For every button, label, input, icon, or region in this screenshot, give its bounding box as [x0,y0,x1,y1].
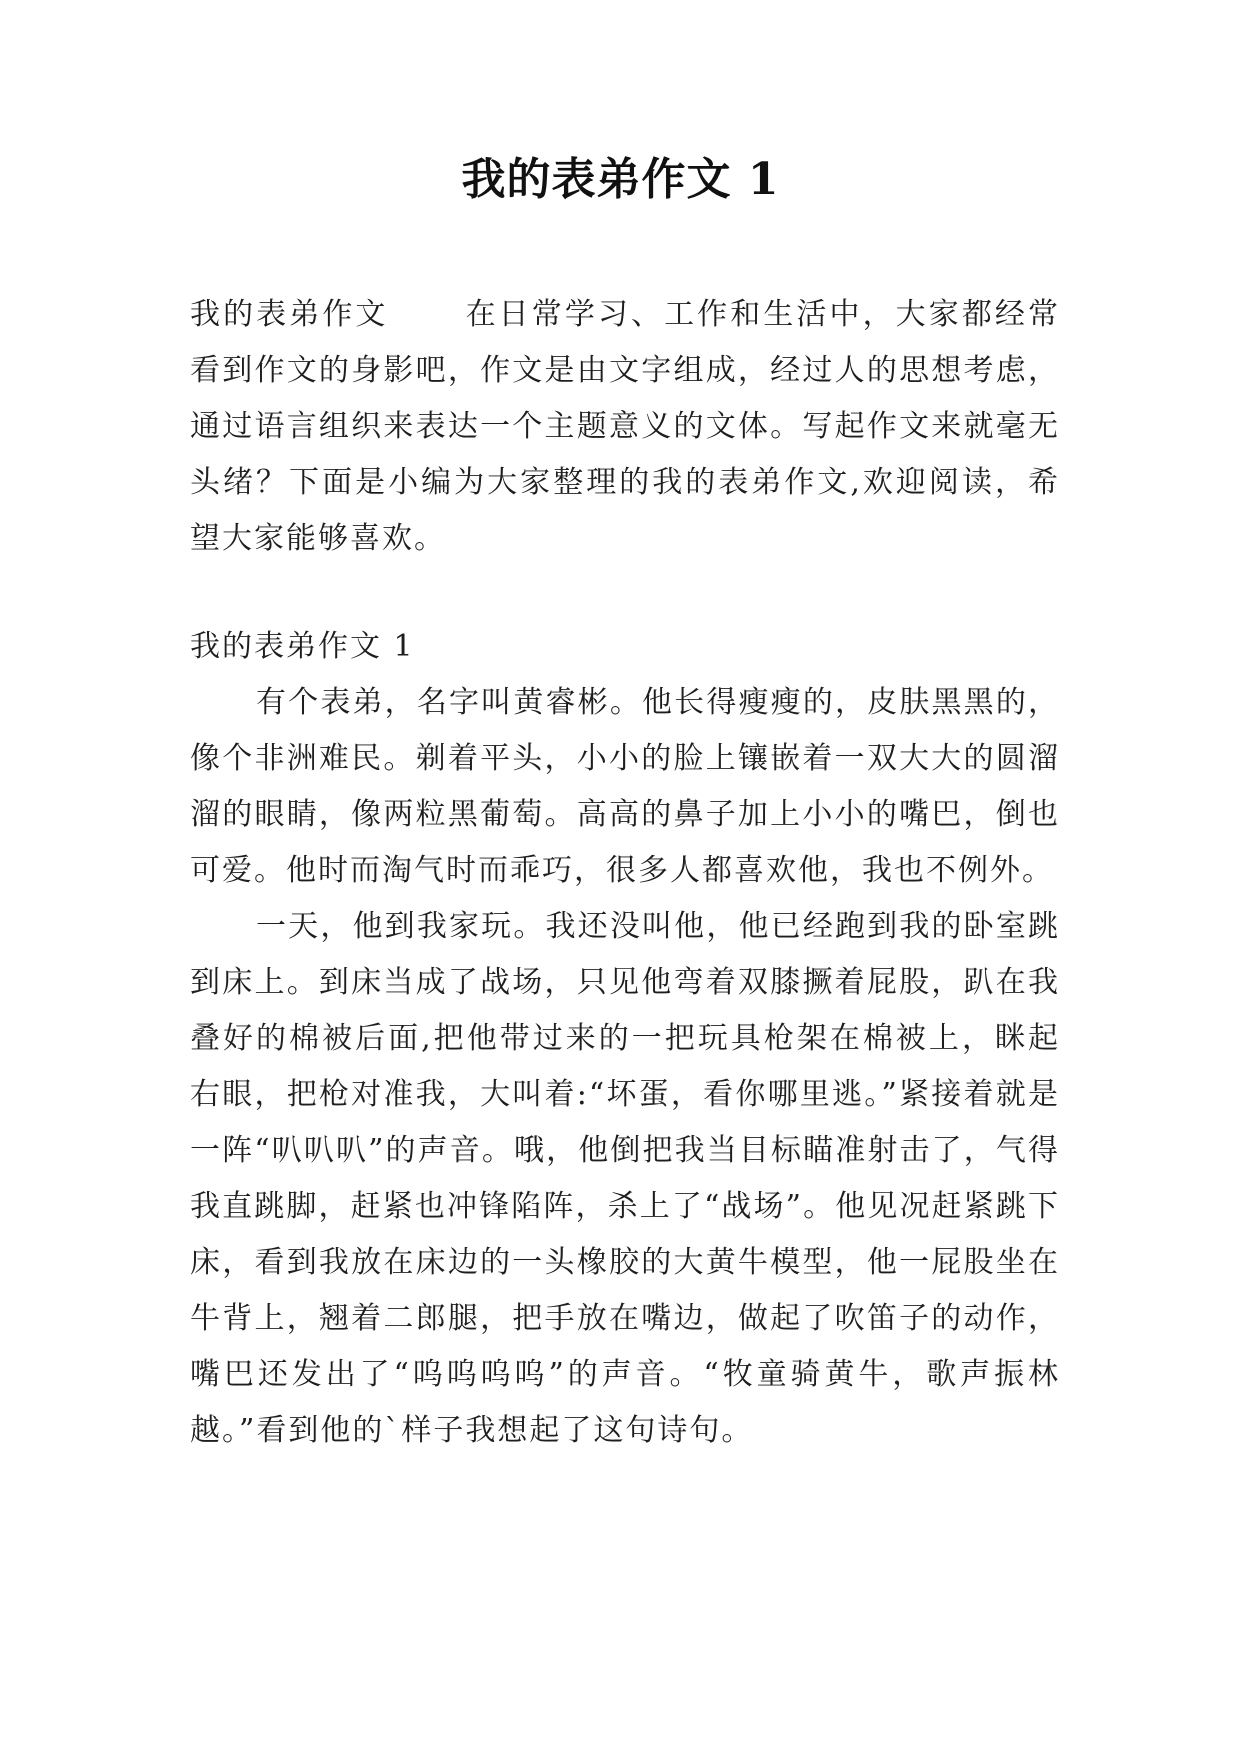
intro-paragraph [190,287,1060,567]
intro-lead: 我的表弟作文 [190,297,389,332]
section-heading: 我的表弟作文 1 [190,629,415,664]
document-title: 我的表弟作文 1 [461,154,780,205]
intro-text: 在日常学习、工作和生活中，大家都经常看到作文的身影吧，作文是由文字组成，经过人的思想考虑，通过语言组织来表达一个主题意义的文体。写起作文来就毫无头绪？下面是小编为大家整理的我的表弟作文,欢迎阅读，希望大家能够喜欢。 [190,297,1060,556]
body-paragraph-1: 有个表弟，名字叫黄睿彬。他长得瘦瘦的，皮肤黑黑的，像个非洲难民。剃着平头，小小的脸上镶嵌着一双大大的圆溜溜的眼睛，像两粒黑葡萄。高高的鼻子加上小小的嘴巴，倒也可爱。他时而淘气时而乖巧，很多人都喜欢他，我也不例外。 [190,685,1060,888]
document-body [190,287,1060,1459]
body-paragraph-2: 一天，他到我家玩。我还没叫他，他已经跑到我的卧室跳到床上。到床当成了战场，只见他弯着双膝撅着屁股，趴在我叠好的棉被后面,把他带过来的一把玩具枪架在棉被上，眯起右眼，把枪对准我，大叫着:“坏蛋，看你哪里逃。”紧接着就是一阵“叭叭叭”的声音。哦，他倒把我当目标瞄准射击了，气得我直跳脚，赶紧也冲锋陷阵，杀上了“战场”。他见况赶紧跳下床，看到我放在床边的一头橡胶的大黄牛模型，他一屁股坐在牛背上，翘着二郎腿，把手放在嘴边，做起了吹笛子的动作，嘴巴还发出了“呜呜呜呜”的声音。“牧童骑黄牛，歌声振林越。”看到他的`样子我想起了这句诗句。 [190,909,1060,1448]
